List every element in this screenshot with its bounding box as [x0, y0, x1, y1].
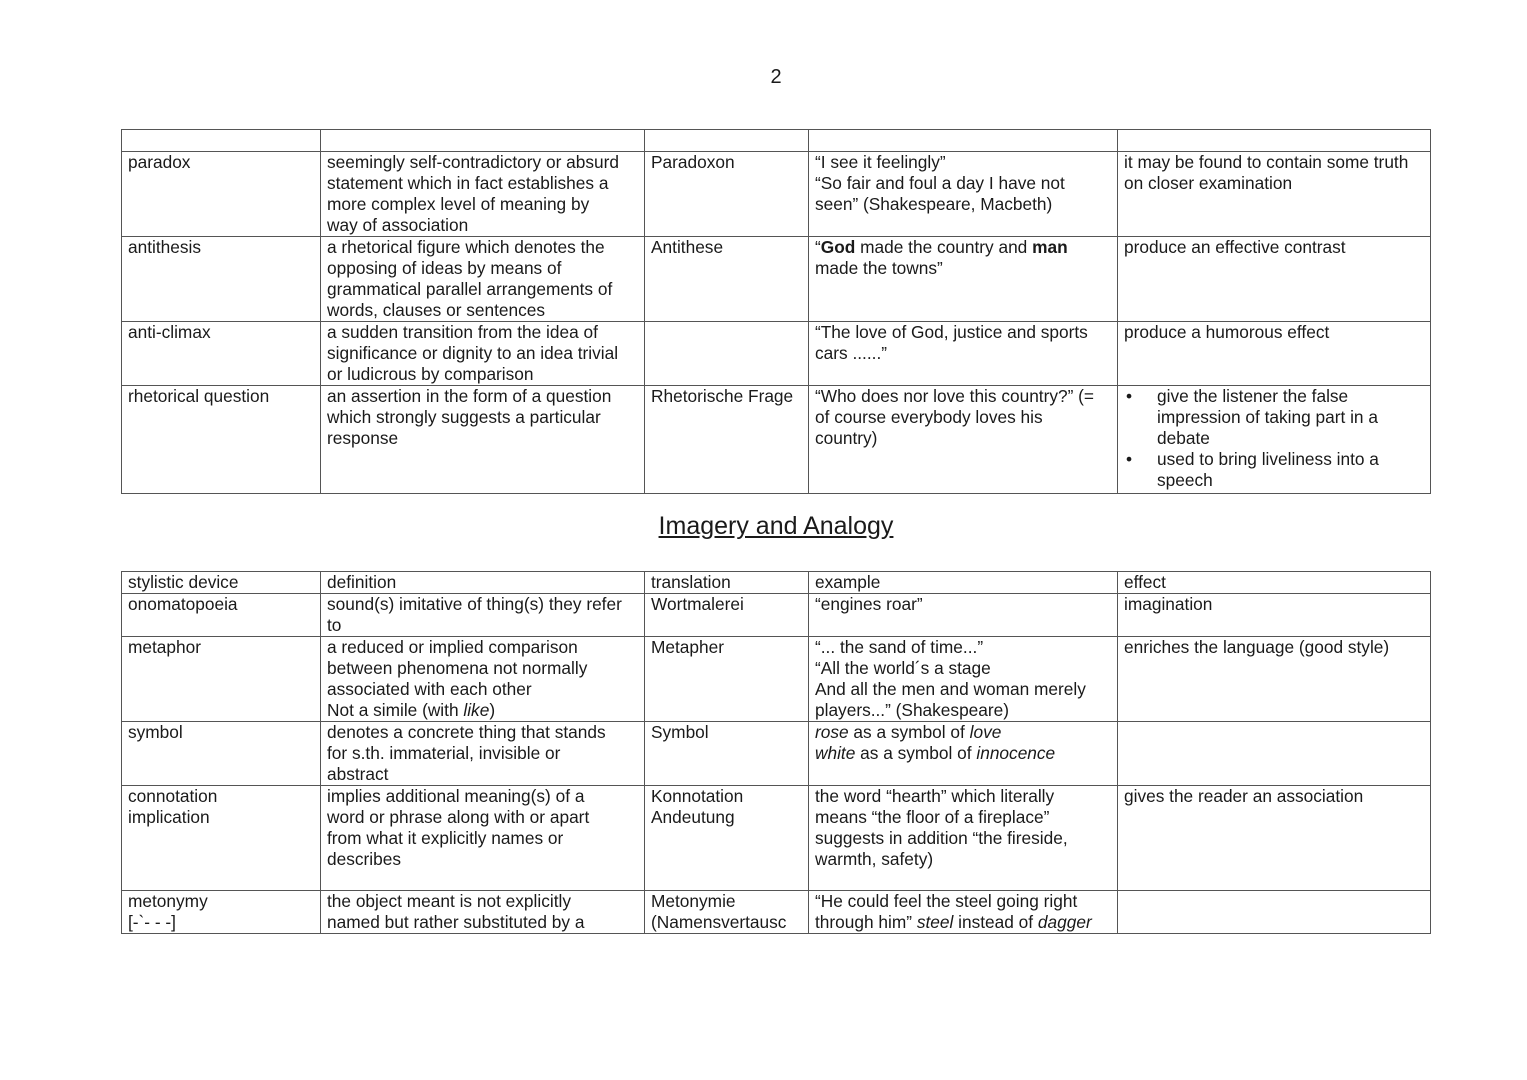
text-segment: “Who does nor love this country?” (=: [815, 386, 1095, 406]
cell-effect: [1118, 386, 1431, 494]
text-line: [327, 407, 638, 428]
cell-device: [122, 152, 321, 237]
cell-translation: [645, 237, 809, 322]
text-line: [651, 637, 802, 658]
cell-translation: [645, 786, 809, 891]
text-line: [815, 428, 1111, 449]
cell-effect: [1118, 891, 1431, 934]
table-row: [122, 637, 1431, 722]
text-line: [651, 152, 802, 173]
bullet-item: [1124, 449, 1424, 491]
text-line: [128, 807, 314, 828]
text-line: [1157, 470, 1424, 491]
text-segment: warmth, safety): [815, 849, 934, 869]
text-segment: between phenomena not normally: [327, 658, 588, 678]
text-line: [128, 572, 314, 593]
text-segment: man: [1032, 237, 1068, 257]
text-line: [651, 237, 802, 258]
text-line: [815, 637, 1111, 658]
text-segment: translation: [651, 572, 731, 592]
cell-example: [809, 786, 1118, 891]
text-segment: “All the world´s a stage: [815, 658, 991, 678]
text-segment: seemingly self-contradictory or absurd: [327, 152, 619, 172]
cell-definition: [321, 722, 645, 786]
cell-device: [122, 594, 321, 637]
text-segment: country): [815, 428, 878, 448]
text-line: [128, 322, 314, 343]
text-segment: “: [815, 237, 821, 257]
cell-definition: [321, 237, 645, 322]
table-row: [122, 594, 1431, 637]
section-heading: Imagery and Analogy: [658, 512, 894, 540]
text-segment: players...” (Shakespeare): [815, 700, 1010, 720]
text-line: [1124, 322, 1424, 343]
rhetorical-devices-table: [121, 129, 1431, 494]
text-segment: enriches the language (good style): [1124, 637, 1390, 657]
text-segment: an assertion in the form of a question: [327, 386, 612, 406]
table-row: [122, 891, 1431, 934]
bullet-item: [1124, 386, 1424, 449]
text-line: [1124, 594, 1424, 615]
text-line: [327, 637, 638, 658]
text-segment: a sudden transition from the idea of: [327, 322, 598, 342]
cell-device: [122, 572, 321, 594]
text-line: [815, 237, 1111, 258]
text-segment: on closer examination: [1124, 173, 1293, 193]
text-line: [651, 594, 802, 615]
text-line: [327, 279, 638, 300]
text-line: [327, 679, 638, 700]
cell-effect: [1118, 237, 1431, 322]
text-segment: debate: [1157, 428, 1210, 448]
text-segment: And all the men and woman merely: [815, 679, 1086, 699]
text-line: [815, 849, 1111, 870]
text-segment: from what it explicitly names or: [327, 828, 564, 848]
text-line: [1157, 449, 1424, 470]
text-segment: for s.th. immaterial, invisible or: [327, 743, 561, 763]
text-segment: word or phrase along with or apart: [327, 807, 590, 827]
text-segment: a rhetorical figure which denotes the: [327, 237, 605, 257]
text-segment: Konnotation: [651, 786, 744, 806]
text-line: [327, 912, 638, 933]
text-segment: to: [327, 615, 342, 635]
text-line: [1124, 786, 1424, 807]
cell-translation: [645, 594, 809, 637]
text-line: [815, 258, 1111, 279]
text-segment: suggests in addition “the fireside,: [815, 828, 1068, 848]
text-segment: paradox: [128, 152, 191, 172]
cell-device: [122, 722, 321, 786]
imagery-analogy-table: [121, 571, 1431, 934]
text-segment: produce a humorous effect: [1124, 322, 1330, 342]
text-segment: implies additional meaning(s) of a: [327, 786, 585, 806]
cell-translation: [645, 891, 809, 934]
text-line: [815, 194, 1111, 215]
text-line: [327, 615, 638, 636]
text-segment: the object meant is not explicitly: [327, 891, 571, 911]
text-line: [815, 828, 1111, 849]
text-line: [327, 743, 638, 764]
text-segment: cars ......”: [815, 343, 888, 363]
text-segment: grammatical parallel arrangements of: [327, 279, 613, 299]
text-line: [815, 152, 1111, 173]
text-line: [815, 322, 1111, 343]
cell-device: [122, 637, 321, 722]
text-line: [327, 173, 638, 194]
text-segment: more complex level of meaning by: [327, 194, 590, 214]
cell-example: [809, 572, 1118, 594]
cell-effect: [1118, 722, 1431, 786]
table-header-row: [122, 130, 1431, 152]
text-segment: symbol: [128, 722, 183, 742]
text-segment: Andeutung: [651, 807, 735, 827]
text-segment: implication: [128, 807, 210, 827]
text-segment: white: [815, 743, 856, 763]
text-segment: “engines roar”: [815, 594, 923, 614]
text-line: [815, 173, 1111, 194]
text-line: [651, 786, 802, 807]
text-segment: connotation: [128, 786, 218, 806]
cell-effect: [1118, 572, 1431, 594]
text-line: [327, 343, 638, 364]
text-segment: made the towns”: [815, 258, 943, 278]
text-line: [815, 572, 1111, 593]
text-line: [651, 891, 802, 912]
text-line: [815, 743, 1111, 764]
text-line: [815, 343, 1111, 364]
text-line: [327, 807, 638, 828]
cell-device: [122, 786, 321, 891]
cell-definition: [321, 637, 645, 722]
text-line: [1157, 386, 1424, 407]
text-segment: through him”: [815, 912, 917, 932]
text-line: [128, 637, 314, 658]
text-segment: a reduced or implied comparison: [327, 637, 578, 657]
text-segment: innocence: [976, 743, 1056, 763]
table-header-row: [122, 572, 1431, 594]
text-line: [128, 722, 314, 743]
cell-translation: [645, 722, 809, 786]
text-segment: rhetorical question: [128, 386, 270, 406]
text-segment: imagination: [1124, 594, 1213, 614]
text-line: [815, 679, 1111, 700]
cell-effect: [1118, 786, 1431, 891]
text-line: [327, 594, 638, 615]
text-segment: Metapher: [651, 637, 725, 657]
cell-definition: [321, 572, 645, 594]
text-line: [815, 700, 1111, 721]
text-segment: seen” (Shakespeare, Macbeth): [815, 194, 1053, 214]
table-row: [122, 152, 1431, 237]
text-line: [128, 237, 314, 258]
text-segment: antithesis: [128, 237, 202, 257]
text-line: [1124, 237, 1424, 258]
cell-example: [809, 891, 1118, 934]
text-line: [1124, 152, 1424, 173]
table-row: [122, 386, 1431, 494]
cell-definition: [321, 152, 645, 237]
cell-effect: [1118, 594, 1431, 637]
text-segment: Wortmalerei: [651, 594, 744, 614]
text-segment: give the listener the false: [1157, 386, 1349, 406]
cell-example: [809, 386, 1118, 494]
cell-device: [122, 322, 321, 386]
text-segment: statement which in fact establishes a: [327, 173, 609, 193]
text-segment: made the country and: [855, 237, 1033, 257]
text-line: [815, 386, 1111, 407]
text-segment: associated with each other: [327, 679, 532, 699]
text-segment: Paradoxon: [651, 152, 735, 172]
text-line: [128, 152, 314, 173]
cell-definition: [321, 322, 645, 386]
text-line: [128, 594, 314, 615]
text-segment: instead of: [953, 912, 1038, 932]
cell-effect: [1118, 322, 1431, 386]
text-line: [815, 658, 1111, 679]
text-line: [815, 407, 1111, 428]
text-segment: words, clauses or sentences: [327, 300, 546, 320]
text-segment: definition: [327, 572, 397, 592]
text-line: [128, 786, 314, 807]
text-segment: like: [463, 700, 490, 720]
text-segment: Antithese: [651, 237, 724, 257]
text-segment: Not a simile (with: [327, 700, 464, 720]
text-segment: metonymy: [128, 891, 208, 911]
text-segment: ): [489, 700, 496, 720]
text-line: [327, 237, 638, 258]
text-line: [815, 912, 1111, 933]
text-segment: as a symbol of: [848, 722, 970, 742]
cell-device: [122, 386, 321, 494]
text-line: [128, 891, 314, 912]
text-line: [327, 700, 638, 721]
text-segment: “He could feel the steel going right: [815, 891, 1078, 911]
text-line: [327, 258, 638, 279]
cell-example: [809, 130, 1118, 152]
text-segment: anti-climax: [128, 322, 211, 342]
text-segment: produce an effective contrast: [1124, 237, 1346, 257]
text-line: [327, 364, 638, 385]
text-line: [327, 386, 638, 407]
cell-translation: [645, 386, 809, 494]
cell-example: [809, 637, 1118, 722]
text-segment: describes: [327, 849, 401, 869]
text-line: [327, 152, 638, 173]
text-segment: “... the sand of time...”: [815, 637, 984, 657]
cell-definition: [321, 786, 645, 891]
text-line: [327, 572, 638, 593]
cell-device: [122, 130, 321, 152]
text-segment: rose: [815, 722, 849, 742]
text-segment: as a symbol of: [855, 743, 977, 763]
text-segment: stylistic device: [128, 572, 239, 592]
cell-definition: [321, 130, 645, 152]
text-line: [1124, 637, 1424, 658]
cell-example: [809, 152, 1118, 237]
text-line: [327, 428, 638, 449]
text-segment: impression of taking part in a: [1157, 407, 1378, 427]
text-segment: Metonymie: [651, 891, 736, 911]
text-segment: “So fair and foul a day I have not: [815, 173, 1065, 193]
text-line: [651, 386, 802, 407]
text-line: [1157, 407, 1424, 428]
text-line: [327, 786, 638, 807]
text-line: [327, 828, 638, 849]
cell-example: [809, 594, 1118, 637]
text-line: [327, 300, 638, 321]
text-segment: abstract: [327, 764, 389, 784]
text-line: [327, 891, 638, 912]
text-segment: significance or dignity to an idea trivial: [327, 343, 619, 363]
text-segment: love: [969, 722, 1002, 742]
text-segment: which strongly suggests a particular: [327, 407, 601, 427]
text-line: [128, 386, 314, 407]
text-segment: steel: [916, 912, 954, 932]
text-segment: [-`- - -]: [128, 912, 176, 932]
text-segment: way of association: [327, 215, 469, 235]
text-line: [815, 786, 1111, 807]
text-line: [815, 722, 1111, 743]
text-line: [815, 891, 1111, 912]
text-line: [651, 572, 802, 593]
text-line: [327, 194, 638, 215]
text-segment: opposing of ideas by means of: [327, 258, 562, 278]
cell-effect: [1118, 637, 1431, 722]
text-line: [651, 722, 802, 743]
table-row: [122, 237, 1431, 322]
cell-translation: [645, 152, 809, 237]
text-line: [327, 722, 638, 743]
text-line: [815, 594, 1111, 615]
text-segment: named but rather substituted by a: [327, 912, 585, 932]
text-segment: speech: [1157, 470, 1213, 490]
text-line: [327, 658, 638, 679]
text-segment: response: [327, 428, 399, 448]
text-segment: or ludicrous by comparison: [327, 364, 534, 384]
table-row: [122, 786, 1431, 891]
text-segment: it may be found to contain some truth: [1124, 152, 1409, 172]
text-segment: gives the reader an association: [1124, 786, 1364, 806]
text-segment: “The love of God, justice and sports: [815, 322, 1088, 342]
table-row: [122, 322, 1431, 386]
text-segment: Rhetorische Frage: [651, 386, 794, 406]
text-segment: the word “hearth” which literally: [815, 786, 1055, 806]
text-line: [327, 764, 638, 785]
cell-definition: [321, 594, 645, 637]
text-line: [651, 807, 802, 828]
text-line: [1124, 572, 1424, 593]
text-line: [1157, 428, 1424, 449]
cell-translation: [645, 572, 809, 594]
text-segment: dagger: [1037, 912, 1092, 932]
cell-effect: [1118, 152, 1431, 237]
text-segment: “I see it feelingly”: [815, 152, 946, 172]
text-segment: denotes a concrete thing that stands: [327, 722, 606, 742]
text-segment: God: [820, 237, 856, 257]
cell-effect: [1118, 130, 1431, 152]
cell-example: [809, 322, 1118, 386]
text-segment: (Namensvertausc: [651, 912, 787, 932]
text-line: [128, 912, 314, 933]
cell-translation: [645, 637, 809, 722]
text-segment: of course everybody loves his: [815, 407, 1043, 427]
cell-translation: [645, 130, 809, 152]
text-segment: onomatopoeia: [128, 594, 238, 614]
text-segment: metaphor: [128, 637, 202, 657]
text-segment: means “the floor of a fireplace”: [815, 807, 1050, 827]
text-segment: example: [815, 572, 881, 592]
text-line: [1124, 173, 1424, 194]
cell-device: [122, 891, 321, 934]
text-segment: used to bring liveliness into a: [1157, 449, 1379, 469]
cell-device: [122, 237, 321, 322]
text-line: [327, 322, 638, 343]
text-line: [815, 807, 1111, 828]
text-segment: sound(s) imitative of thing(s) they refer: [327, 594, 622, 614]
cell-example: [809, 722, 1118, 786]
text-segment: Symbol: [651, 722, 709, 742]
cell-example: [809, 237, 1118, 322]
table-row: [122, 722, 1431, 786]
text-segment: effect: [1124, 572, 1166, 592]
text-line: [327, 849, 638, 870]
page-number: 2: [770, 66, 782, 88]
text-line: [651, 912, 802, 933]
cell-definition: [321, 386, 645, 494]
cell-translation: [645, 322, 809, 386]
cell-definition: [321, 891, 645, 934]
text-line: [327, 215, 638, 236]
